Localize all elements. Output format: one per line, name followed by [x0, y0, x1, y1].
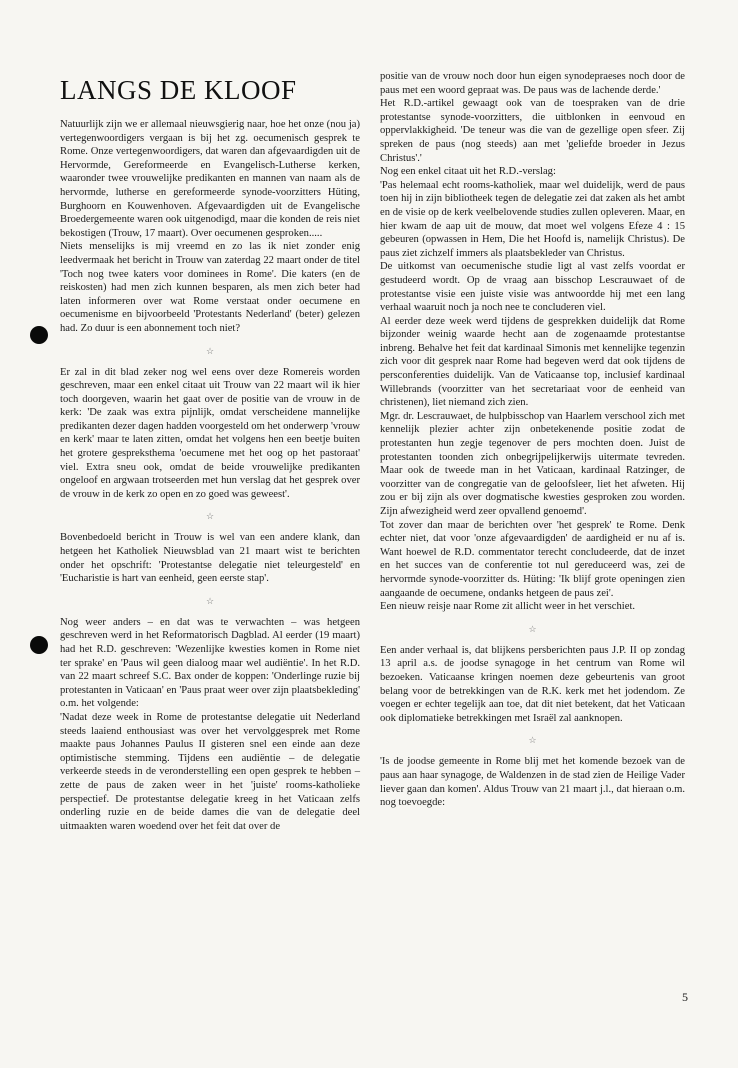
paragraph: Tot zover dan maar de berichten over 'het gesprek' te Rome. Denk echter niet, dat voor 'onze afgevaardigden' de aardigheid er nu af is. Want hoewel de R.D. commentator terecht concludeerde, dat de inzet en het succes van de conferentie tot nul gereduceerd was, zei de hervormde synode-voorzitter ds. Hüting: 'Ik blijf grote openingen zien aangaande de oecumene, ondanks hetgeen de paus zei'. [380, 519, 685, 599]
section-separator: ☆ [205, 345, 215, 356]
paragraph: Het R.D.-artikel gewaagt ook van de toespraken van de drie protestantse synode-voorzitters, die uitblonken in eenvoud en oppervlakkigheid. 'De teneur was die van de gezellige open sfeer. Zij spreken de paus (nog steeds) aan met 'geliefde broeder in Jezus Christus'.' [380, 98, 685, 164]
paragraph: Al eerder deze week werd tijdens de gesprekken duidelijk dat Rome bijzonder weinig waarde hecht aan de zogenaamde protestantse inbreng. Behalve het feit dat kardinaal Simonis met kennelijke tegenzin zich voor dit gesprek naar Rome had begeven werd dat ook tijdens de persconferenties duidelijk. Van de Vaticaanse top, inclusief kardinaal Willebrands (voorzitter van het secretariaat voor de eenheid van christenen), liet niemand zich zien. [380, 315, 685, 409]
page-number: 5 [682, 990, 688, 1004]
paragraph: Nog een enkel citaat uit het R.D.-verslag: [380, 166, 556, 178]
paragraph: Een ander verhaal is, dat blijkens persberichten paus J.P. II op zondag 13 april a.s. de joodse synagoge in het centrum van Rome wil bezoeken. Vaticaanse kringen noemen deze gebeurtenis van groot belang voor de betrekkingen van de R.K. kerk met het jodendom. Ze voegen er echter tegelijk aan toe, dat dit niet betekent, dat het Vaticaan ook diplomatieke betrekkingen met Israël zal aanknopen. [380, 644, 685, 724]
section-separator: ☆ [528, 735, 537, 746]
paragraph: positie van de vrouw noch door hun eigen synodepraeses noch door de paus met een woord gepraat was. De paus was de lachende derde.' [380, 71, 685, 96]
paragraph: 'Pas helemaal echt rooms-katholiek, maar wel duidelijk, werd de paus toen hij in zijn bibliotheek tegen de delegatie zei dat zaken als het ambt en de visie op de kerk veelbelovende studies zullen opleveren. Maar, en hier kwam de aap uit de mouw, dat moet wel volgens Efeze 4 : 15 gebeuren (opwassen in Hem, Die het Hoofd is, namelijk Christus). De paus ziet zichzelf immers als plaatsbekleder van Christus. [380, 179, 685, 259]
article-title: LANGS DE KLOOF [60, 75, 297, 105]
punch-hole [30, 326, 48, 344]
paragraph: Natuurlijk zijn we er allemaal nieuwsgierig naar, hoe het onze (nou ja) vertegenwoordigers vergaan is bij het zg. oecumenisch gesprek te Rome. Onze vertegenwoordigers, dat waren dan afgevaardigden uit de Hervormde, Gereformeerde en Evangelisch-Lutherse kerken, waaronder twee vrouwelijke predikanten en mannen van naam als de hervormde, lutherse en gereformeerde synode-voorzitters Hüting, Burghoorn en Kouwenhoven. Afgevaardigden uit de Evangelische Broedergemeente waren ook uitgenodigd, maar die konden de reis niet bekostigen (Trouw, 17 maart). Over oecumenen gesproken..... [60, 119, 360, 239]
paragraph: Niets menselijks is mij vreemd en zo las ik niet zonder enig leedvermaak het bericht in Trouw van zaterdag 22 maart onder de titel 'Toch nog twee katers voor dominees in Rome'. Die katers (en de reiskosten) had men zich kunnen besparen, als men zich beter had laten informeren over wat Rome verstaat onder oecumene en oecumenisme en bijvoorbeeld 'Protestants Nederland' (beter) gelezen had. Zo duur is een abonnement toch niet? [60, 241, 360, 334]
left-column [60, 75, 360, 833]
right-column [380, 70, 685, 810]
paragraph: 'Nadat deze week in Rome de protestantse delegatie uit Nederland steeds laaiend enthousiast was over het vervolggesprek met Rome maakte paus Johannes Paulus II gisteren snel een einde aan deze optimistische stemming. Tijdens een audiëntie – de delegatie verkeerde steeds in de veronderstelling een open gesprek te hebben – zette de paus de zaken weer in het 'juiste' rooms-katholieke perspectief. De protestantse delegatie kreeg in het Vaticaan zelfs onderling ruzie en de beide dames die van de delegatie deel uitmaakten waren woedend over het feit dat over de [60, 711, 360, 832]
section-separator: ☆ [205, 595, 215, 606]
punch-hole [30, 636, 48, 654]
paragraph: Nog weer anders – en dat was te verwachten – was hetgeen geschreven werd in het Reformatorisch Dagblad. Al eerder (19 maart) had het R.D. geschreven: 'Wezenlijke kwesties komen in Rome niet ter sprake' en 'Paus wil geen dialoog maar wel audiëntie'. In het R.D. van 22 maart schreef S.C. Bax onder de koppen: 'Onderlinge ruzie bij protestanten in Vaticaan' en 'Paus praat weer over zijn plaatsbekleding' o.m. het volgende: [60, 616, 360, 710]
paragraph: 'Is de joodse gemeente in Rome blij met het komende bezoek van de paus aan haar synagoge, de Waldenzen in de stad zien de Heilige Vader liever gaan dan komen'. Aldus Trouw van 21 maart j.l., dat hieraan o.m. nog toevoegde: [380, 756, 685, 809]
paragraph: Bovenbedoeld bericht in Trouw is wel van een andere klank, dan hetgeen het Katholiek Nieuwsblad van 21 maart wist te berichten onder het opschrift: 'Protestantse delegatie niet teleurgesteld' en 'Eucharistie is hart van eenheid, geen eerste stap'. [60, 532, 360, 585]
section-separator: ☆ [528, 623, 537, 634]
paragraph: Mgr. dr. Lescrauwaet, de hulpbisschop van Haarlem verschool zich met kennelijk plezier achter zijn onbetekenende positie zodat de protestanten hun zegje tegenover de pers mochten doen. Juist de protestanten toonden zich onbegrijpelijkerwijs uitermate tevreden. Maar ook de tweede man in het Vaticaan, kardinaal Ratzinger, de voorzitter van de congregatie van de geloofsleer, liet het afweten. Hij zou er bij zijn als over dogmatische kwesties gesproken zou worden. Zijn afwezigheid werd zeer opvallend genoemd'. [380, 410, 685, 517]
section-separator: ☆ [205, 511, 215, 522]
paragraph: Er zal in dit blad zeker nog wel eens over deze Romereis worden geschreven, maar een enkel citaat uit Trouw van 22 maart wil ik hier toch doorgeven, waarin het gaat over de positie van de vrouw in de kerk: 'De zaak was extra pijnlijk, omdat verscheidene mannelijke predikanten dezer dagen hadden voorgesteld om het onderwerp 'vrouw en kerk' maar te laten zitten, omdat het volgens hen een beetje buiten het grotere gespreksthema 'oecumene met het oog op het pastoraat' viel. Extra sneu ook, omdat de beide vrouwelijke predikanten ongeloof en argwaan trotseerden met hun verslag dat het gesprek over de vrouw in de kerk zo open en zo goed was geweest'. [60, 366, 360, 500]
paragraph: Een nieuw reisje naar Rome zit allicht weer in het verschiet. [380, 601, 636, 613]
paragraph: De uitkomst van oecumenische studie ligt al vast zelfs voordat er gestudeerd wordt. Op de vraag aan bisschop Lescrauwaet of de protestantse visie een juiste visie was antwoordde hij met een lang verhaal waaruit noch ja noch nee te concluderen viel. [380, 261, 685, 314]
